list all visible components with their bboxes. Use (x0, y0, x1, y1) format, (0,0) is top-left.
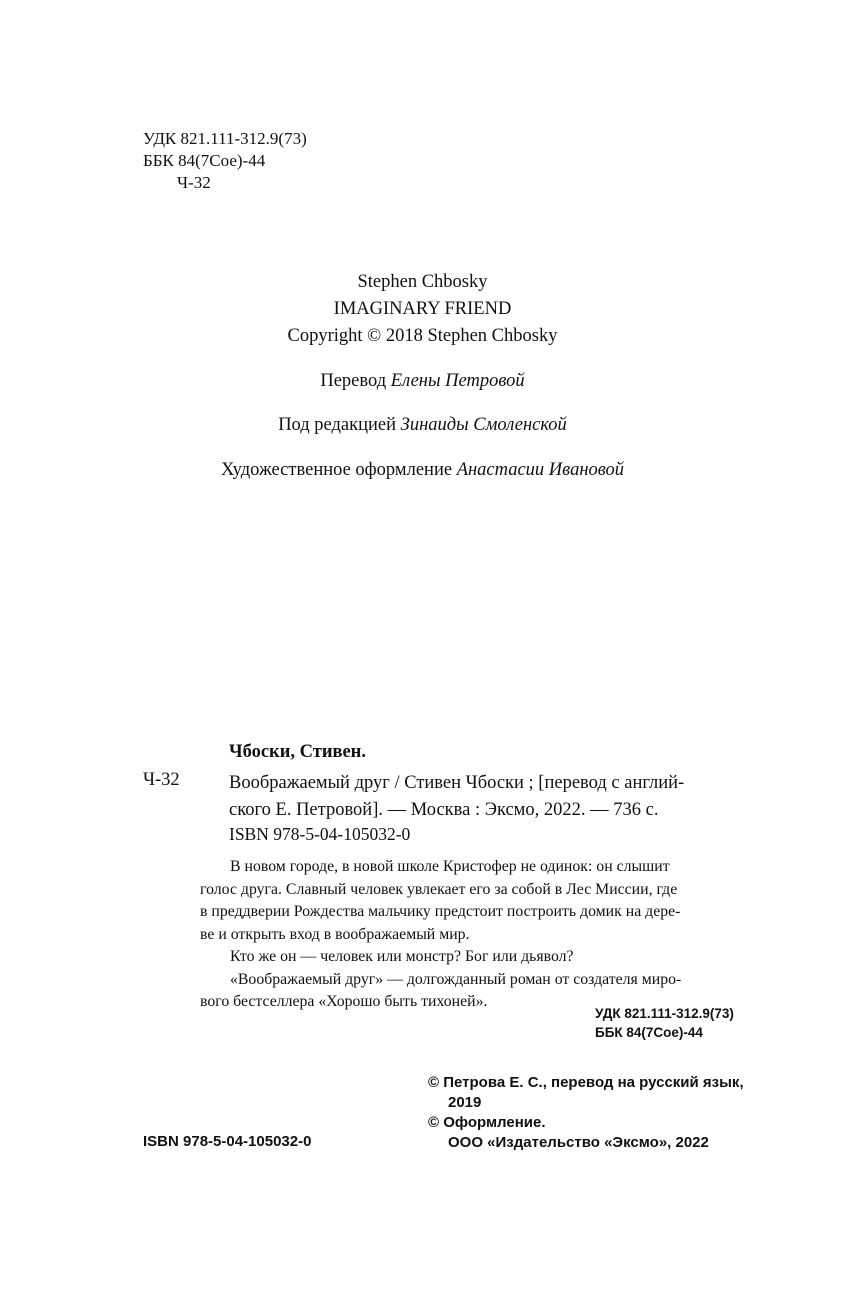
translation-label: Перевод (320, 371, 387, 391)
translation-credit (0, 371, 845, 392)
editor-name: Зинаиды Смоленской (400, 415, 567, 435)
translator-name: Елены Петровой (390, 371, 525, 391)
annotation-line: вого бестселлера «Хорошо быть тихоней». (200, 993, 488, 1010)
copyright-block (428, 1073, 744, 1153)
card-isbn: ISBN 978-5-04-105032-0 (229, 824, 411, 844)
author-sign: Ч-32 (177, 173, 211, 192)
annotation-line: «Воображаемый друг» — долгожданный роман от создателя миро- (230, 970, 682, 988)
original-title: IMAGINARY FRIEND (333, 299, 512, 319)
classification-top (143, 128, 307, 194)
original-author: Stephen Chbosky (357, 272, 488, 292)
designer-name: Анастасии Ивановой (456, 460, 625, 480)
annotation-line: Кто же он — человек или монстр? Бог или дьявол? (230, 948, 574, 965)
annotation-line: голос друга. Славный человек увлекает его за собой в Лес Миссии, где (200, 880, 678, 898)
card-description-line: Воображаемый друг / Стивен Чбоски ; [перевод с англий- (229, 773, 685, 793)
copyright-translation: © Петрова Е. С., перевод на русский язык, (428, 1074, 744, 1091)
copyright-publisher: ООО «Издательство «Эксмо», 2022 (448, 1134, 709, 1151)
card-description (229, 770, 684, 824)
bbk-code: ББК 84(7Сое)-44 (143, 151, 266, 170)
annotation-line: В новом городе, в новой школе Кристофер не одинок: он слышит (230, 858, 670, 875)
classification-bottom (595, 1004, 734, 1042)
copyright-translation-year: 2019 (448, 1094, 482, 1111)
udk-code: УДК 821.111-312.9(73) (143, 129, 307, 148)
card-author-sign: Ч-32 (143, 770, 180, 790)
design-credit (0, 460, 845, 481)
annotation-line: в преддверии Рождества мальчику предстоит построить домик на дере- (200, 903, 681, 920)
udk-code-bottom: УДК 821.111-312.9(73) (595, 1006, 734, 1021)
isbn-bottom: ISBN 978-5-04-105032-0 (143, 1133, 312, 1150)
editor-label: Под редакцией (278, 415, 397, 435)
copyright-design: © Оформление. (428, 1114, 546, 1131)
annotation-line: ве и открыть вход в воображаемый мир. (200, 925, 470, 943)
card-author-heading: Чбоски, Стивен. (229, 742, 366, 762)
design-label: Художественное оформление (220, 460, 453, 480)
card-description-line: ского Е. Петровой]. — Москва : Эксмо, 2022. — 736 с. (229, 800, 659, 820)
original-copyright: Copyright © 2018 Stephen Chbosky (287, 326, 558, 346)
annotation (200, 856, 745, 1014)
bbk-code-bottom: ББК 84(7Сое)-44 (595, 1025, 703, 1040)
editor-credit (0, 415, 845, 436)
